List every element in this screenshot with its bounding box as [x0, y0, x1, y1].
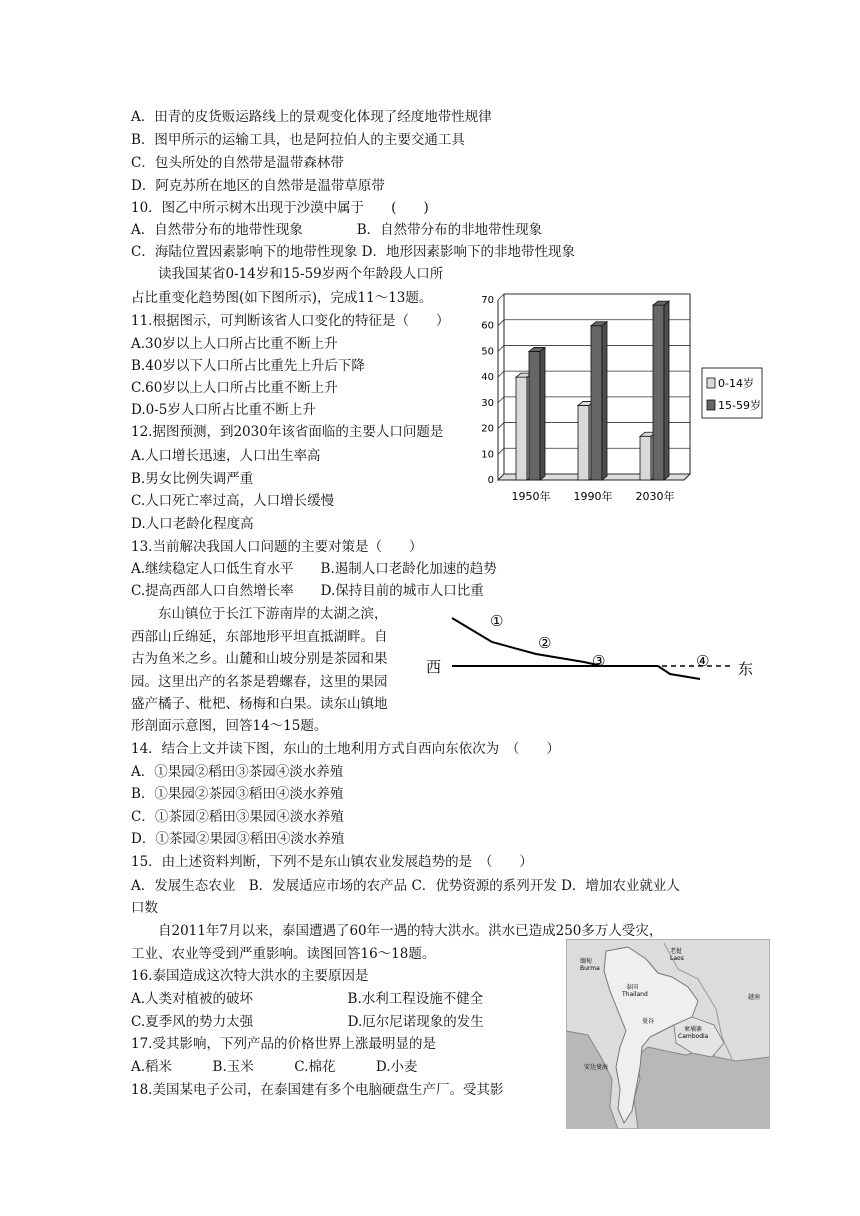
terrain-profile-line: [452, 618, 658, 666]
text-line: A.人口增长迅速，人口出生率高: [131, 448, 321, 464]
map-label-bangkok: 曼谷: [642, 1018, 655, 1025]
text-line: A.人类对植被的破坏 B.水利工程设施不健全: [131, 991, 484, 1007]
text-line: 10．图乙中所示树木出现于沙漠中属于 ( ): [131, 200, 429, 216]
chart-x-tick-label: 1990年: [573, 490, 613, 503]
text-line: 15．由上述资料判断，下列不是东山镇农业发展趋势的是 （ ）: [131, 854, 533, 870]
text-line: D.人口老龄化程度高: [131, 516, 254, 532]
chart-gridline-side: [498, 294, 504, 300]
text-line: 11.根据图示，可判断该省人口变化的特征是（ ）: [131, 313, 450, 329]
text-line: D．①茶园②果园③稻田④淡水养殖: [131, 831, 345, 847]
text-line: 西部山丘绵延，东部地形平坦直抵湖畔。自: [131, 629, 388, 645]
map-label-cambodia-cn: 柬埔寨: [684, 1026, 703, 1033]
text-line: 口数: [131, 900, 158, 916]
map-label-laos-cn: 老挝: [670, 948, 683, 955]
text-line: B.40岁以下人口所占比重先上升后下降: [131, 358, 365, 374]
east-label: 东: [738, 660, 754, 678]
text-line: A．田青的皮货贩运路线上的景观变化体现了经度地带性规律: [131, 109, 492, 125]
text-line: 18.美国某电子公司，在泰国建有多个电脑硬盘生产厂。受其影: [131, 1082, 504, 1098]
text-line: 盛产橘子、枇杷、杨梅和白果。读东山镇地: [131, 696, 388, 712]
text-line: A.稻米 B.玉米 C.棉花 D.小麦: [131, 1059, 418, 1075]
marker-1: ①: [490, 612, 504, 630]
map-label-laos: Laos: [670, 955, 684, 962]
chart-bar: [653, 301, 669, 480]
population-bar-chart: [478, 284, 778, 512]
text-line: 东山镇位于长江下游南岸的太湖之滨，: [131, 606, 388, 622]
marker-4: ④: [696, 652, 710, 670]
text-line: D．阿克苏所在地区的自然带是温带草原带: [131, 178, 385, 194]
chart-gridline-side: [498, 448, 504, 454]
text-line: 12.据图预测，到2030年该省面临的主要人口问题是: [131, 424, 444, 440]
chart-y-tick-label: 10: [481, 449, 494, 461]
chart-y-tick-label: 70: [481, 295, 494, 306]
text-line: C．包头所处的自然带是温带森林带: [131, 155, 344, 171]
map-label-thailand: Thailand: [622, 991, 648, 998]
terrain-profile-diagram: [424, 604, 764, 698]
text-line: B．①果园②茶园③稻田④淡水养殖: [131, 786, 344, 802]
text-line: 自2011年7月以来，泰国遭遇了60年一遇的特大洪水。洪水已造成250多万人受灾，: [131, 923, 663, 939]
text-line: A．发展生态农业 B．发展适应市场的农产品 C．优势资源的系列开发 D．增加农业就业人: [131, 878, 680, 894]
chart-y-tick-label: 0: [487, 475, 494, 486]
chart-gridline-side: [498, 397, 504, 403]
chart-gridline-side: [498, 423, 504, 429]
text-line: 园。这里出产的名茶是碧螺春，这里的果园: [131, 674, 388, 690]
text-line: 工业、农业等受到严重影响。读图回答16～18题。: [131, 946, 436, 962]
chart-x-tick-label: 2030年: [635, 490, 675, 503]
map-label-andaman-sea: 安达曼海: [584, 1064, 609, 1071]
text-line: 古为鱼米之乡。山麓和山坡分别是茶园和果: [131, 651, 388, 667]
text-line: C.夏季风的势力太强 D.厄尔尼诺现象的发生: [131, 1014, 484, 1030]
text-line: C.人口死亡率过高，人口增长缓慢: [131, 493, 335, 509]
text-line: A.继续稳定人口低生育水平 B.遏制人口老龄化加速的趋势: [131, 561, 497, 577]
chart-legend-swatch: [707, 378, 715, 388]
chart-legend-label: 15-59岁: [718, 399, 761, 412]
text-line: 形剖面示意图，回答14～15题。: [131, 718, 328, 734]
text-line: C.60岁以上人口所占比重不断上升: [131, 380, 338, 396]
thailand-map: [566, 939, 770, 1129]
text-line: C.提高西部人口自然增长率 D.保持目前的城市人口比重: [131, 583, 484, 599]
chart-gridline-side: [498, 345, 504, 351]
text-line: 14．结合上文并读下图，东山的土地利用方式自西向东依次为 （ ）: [131, 741, 560, 757]
text-line: A．自然带分布的地带性现象 B．自然带分布的非地带性现象: [131, 222, 543, 238]
map-label-burma: Burma: [580, 965, 600, 972]
chart-y-tick-label: 50: [481, 346, 494, 358]
chart-y-tick-label: 20: [481, 423, 494, 435]
map-label-cambodia: Cambodia: [678, 1033, 709, 1040]
chart-y-tick-label: 30: [481, 397, 494, 409]
marker-2: ②: [538, 634, 552, 652]
text-line: A.30岁以上人口所占比重不断上升: [131, 336, 338, 352]
chart-y-tick-label: 60: [481, 320, 494, 332]
chart-bar: [591, 322, 607, 480]
chart-gridline-side: [498, 320, 504, 326]
text-line: B．图甲所示的运输工具，也是阿拉伯人的主要交通工具: [131, 132, 465, 148]
west-label: 西: [426, 658, 442, 676]
chart-legend-swatch: [707, 400, 715, 410]
text-line: 占比重变化趋势图(如下图所示)，完成11～13题。: [131, 290, 433, 306]
text-line: C．①茶园②稻田③果园④淡水养殖: [131, 809, 344, 825]
text-line: 读我国某省0-14岁和15-59岁两个年龄段人口所: [131, 266, 444, 282]
marker-3: ③: [592, 652, 606, 670]
text-line: A．①果园②稻田③茶园④淡水养殖: [131, 764, 344, 780]
map-label-vietnam: 越南: [748, 994, 761, 1001]
text-line: 13.当前解决我国人口问题的主要对策是（ ）: [131, 539, 423, 555]
text-line: 17.受其影响，下列产品的价格世界上涨最明显的是: [131, 1036, 436, 1052]
text-line: D.0-5岁人口所占比重不断上升: [131, 402, 316, 418]
chart-bar: [529, 347, 545, 480]
lake-bed-line: [658, 666, 700, 679]
text-line: C．海陆位置因素影响下的地带性现象 D．地形因素影响下的非地带性现象: [131, 244, 575, 260]
map-label-thailand-cn: 泰国: [626, 984, 639, 991]
chart-legend-label: 0-14岁: [718, 377, 754, 390]
text-line: B.男女比例失调严重: [131, 471, 254, 487]
map-label-burma-cn: 缅甸: [580, 958, 593, 965]
chart-x-tick-label: 1950年: [511, 490, 551, 503]
chart-gridline-side: [498, 371, 504, 377]
chart-y-tick-label: 40: [481, 372, 494, 384]
text-line: 16.泰国造成这次特大洪水的主要原因是: [131, 968, 369, 984]
